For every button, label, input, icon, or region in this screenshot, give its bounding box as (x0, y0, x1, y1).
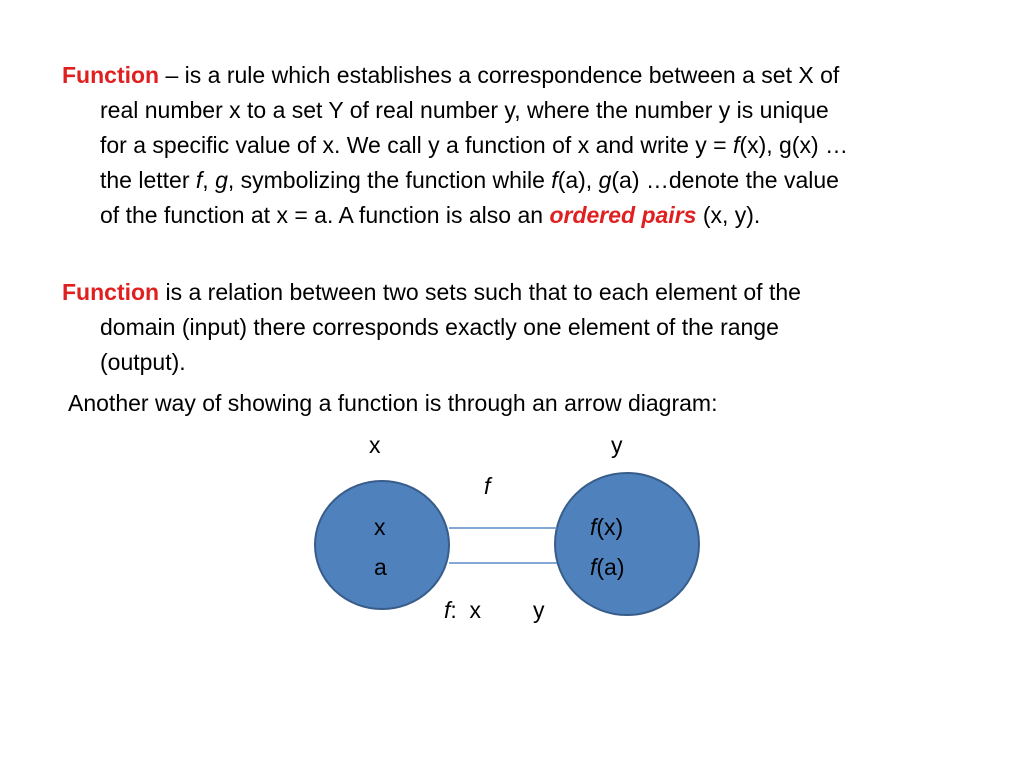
p2-line-2: domain (input) there corresponds exactly one element of the range (100, 314, 779, 340)
function-keyword: Function (62, 62, 160, 88)
set-x-label: x (369, 432, 381, 458)
p2-line-3: (output). (100, 349, 186, 375)
ordered-pairs-emphasis: ordered pairs (549, 202, 697, 228)
p1-line-1: Function – is a rule which establishes a correspondence between a set X of (62, 62, 840, 88)
p1-line-2: real number x to a set Y of real number y, where the number y is unique (100, 97, 829, 123)
function-notation: f: x (444, 597, 482, 623)
function-keyword: Function (62, 279, 160, 305)
function-notation-y: y (533, 597, 545, 623)
domain-item-x: x (374, 514, 386, 540)
arrow-diagram-intro: Another way of showing a function is through an arrow diagram: (68, 390, 718, 416)
set-y-label: y (611, 432, 623, 458)
domain-circle (315, 481, 449, 609)
range-item-fx: f(x) (590, 514, 624, 540)
p2-line-1: Function is a relation between two sets such that to each element of the (62, 279, 801, 305)
function-f-label: f (484, 473, 491, 499)
p1-line-5: of the function at x = a. A function is also an ordered pairs (x, y). (100, 202, 761, 228)
range-item-fa: f(a) (590, 554, 625, 580)
domain-item-a: a (374, 554, 387, 580)
p1-line-4: the letter f, g, symbolizing the function while f(a), g(a) …denote the value (100, 167, 839, 193)
p1-line-3: for a specific value of x. We call y a function of x and write y = f(x), g(x) … (100, 132, 849, 158)
range-circle (555, 473, 699, 615)
